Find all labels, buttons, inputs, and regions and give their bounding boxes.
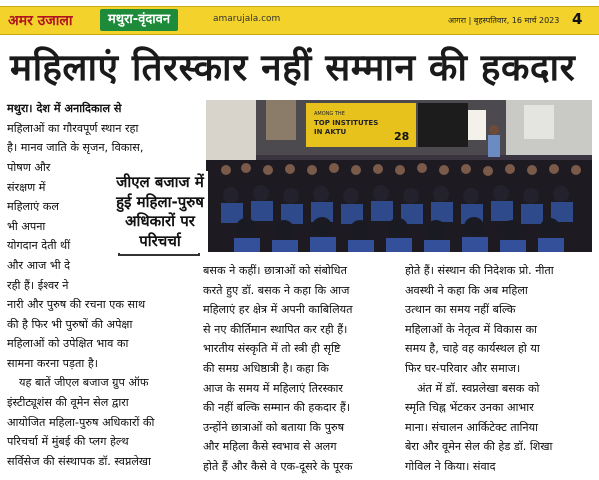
text-line: पोषण और [7, 161, 51, 174]
text-line: करते हुए डॉ. बसक ने कहा कि आज [203, 283, 350, 297]
article-headline: महिलाएं तिरस्कार नहीं सम्मान की हकदार [10, 46, 576, 89]
screen-caption-line1: AMONG THE [314, 111, 345, 117]
text-line: सर्विसेज की संस्थापक डॉ. स्वप्नलेखा [7, 454, 151, 468]
text-line: उत्थान का समय नहीं बल्कि [405, 303, 516, 317]
text-line: समय है, चाहे वह कार्यस्थल हो या [405, 342, 540, 356]
text-line: आयोजित महिला-पुरुष अधिकारों की [7, 415, 155, 429]
text-line: इंस्टीट्यूशंस की वूमेन सेल द्वारा [7, 395, 129, 409]
text-line: महिलाओं के नेतृत्व में विकास का [405, 322, 537, 336]
text-line: भारतीय संस्कृति में तो स्त्री ही सृष्टि [203, 342, 341, 356]
text-line: की नहीं बल्कि सम्मान की हकदार हैं। [203, 401, 351, 415]
text-line: होते हैं। संस्थान की निदेशक प्रो. नीता [405, 264, 554, 277]
text-line: उन्होंने छात्राओं को बताया कि पुरुष [203, 420, 345, 434]
text-line: अंत में डॉ. स्वप्नलेखा बसक को [417, 381, 540, 395]
text-line: और आज भी दे [7, 258, 71, 272]
pull-quote: जीएल बजाज में हुई महिला-पुरुष अधिकारों पर परिचर्चा [112, 171, 208, 253]
website-label: amarujala.com [213, 14, 281, 24]
text-line: बेरा और वूमेन सेल की हेड डॉ. शिखा [405, 440, 553, 454]
text-line: और महिला कैसे स्वभाव से अलग [203, 440, 337, 454]
newspaper-brand: अमर उजाला [8, 13, 73, 29]
text-line: योगदान देती थीं [7, 239, 71, 253]
screen-caption-line3: IN AKTU [314, 128, 347, 136]
text-line: मथुरा। देश में अनादिकाल से [7, 102, 122, 115]
text-line: महिलाओं का गौरवपूर्ण स्थान रहा [7, 121, 139, 135]
screen-number: 28 [394, 130, 410, 143]
text-line: महिलाएं कल [7, 200, 59, 214]
text-line: परिचर्चा में मुंबई की प्लग हेल्थ [7, 435, 129, 449]
section-tag: मथुरा-वृंदावन [100, 9, 178, 31]
text-line: यह बातें जीएल बजाज ग्रुप ऑफ [19, 376, 149, 390]
text-line: महिलाओं को उपेक्षित भाव का [7, 337, 129, 351]
screen-caption-line2: TOP INSTITUTES [314, 119, 379, 127]
dateline: आगरा | बृहस्पतिवार, 16 मार्च 2023 [448, 16, 560, 25]
text-line: संरक्षण में [7, 180, 46, 194]
article-col1-top [7, 99, 198, 158]
text-line: है। मानव जाति के सृजन, विकास, [7, 141, 144, 155]
text-line: माना। संचालन आर्किटेक्ट तानिया [405, 420, 539, 434]
text-line: नारी और पुरुष की रचना एक साथ [7, 298, 146, 311]
text-line: अवस्थी ने कहा कि अब महिला [405, 283, 528, 297]
text-line: रही हैं। ईश्वर ने [7, 278, 69, 292]
article-col2 [203, 261, 396, 477]
text-line: सामना करना पड़ता है। [7, 356, 98, 370]
text-line: आज के समय में महिलाएं तिरस्कार [203, 381, 344, 395]
text-line: होते हैं और कैसे वे एक-दूसरे के पूरक [203, 459, 353, 473]
text-line: फिर घर-परिवार और समाज। [405, 361, 521, 375]
text-line: की है फिर भी पुरुषों की अपेक्षा [7, 317, 133, 331]
article-col3 [405, 261, 591, 477]
text-line: की समग्र अधिष्ठात्री है। कहा कि [203, 361, 329, 375]
page-number: 4 [572, 10, 583, 28]
article-col1-bottom [7, 295, 198, 471]
text-line: भी अपना [7, 219, 46, 233]
text-line: से नए कीर्तिमान स्थापित कर रही हैं। [203, 322, 348, 336]
text-line: महिलाएं हर क्षेत्र में अपनी काबिलियत [203, 303, 353, 317]
text-line: बसक ने कहीं। छात्राओं को संबोधित [203, 264, 347, 277]
masthead-bar [0, 6, 599, 35]
text-line: गोविल ने किया। संवाद [405, 459, 496, 473]
text-line: स्मृति चिह्न भेंटकर उनका आभार [405, 401, 534, 415]
event-photo [206, 100, 592, 252]
article-col1-mid [7, 158, 115, 295]
